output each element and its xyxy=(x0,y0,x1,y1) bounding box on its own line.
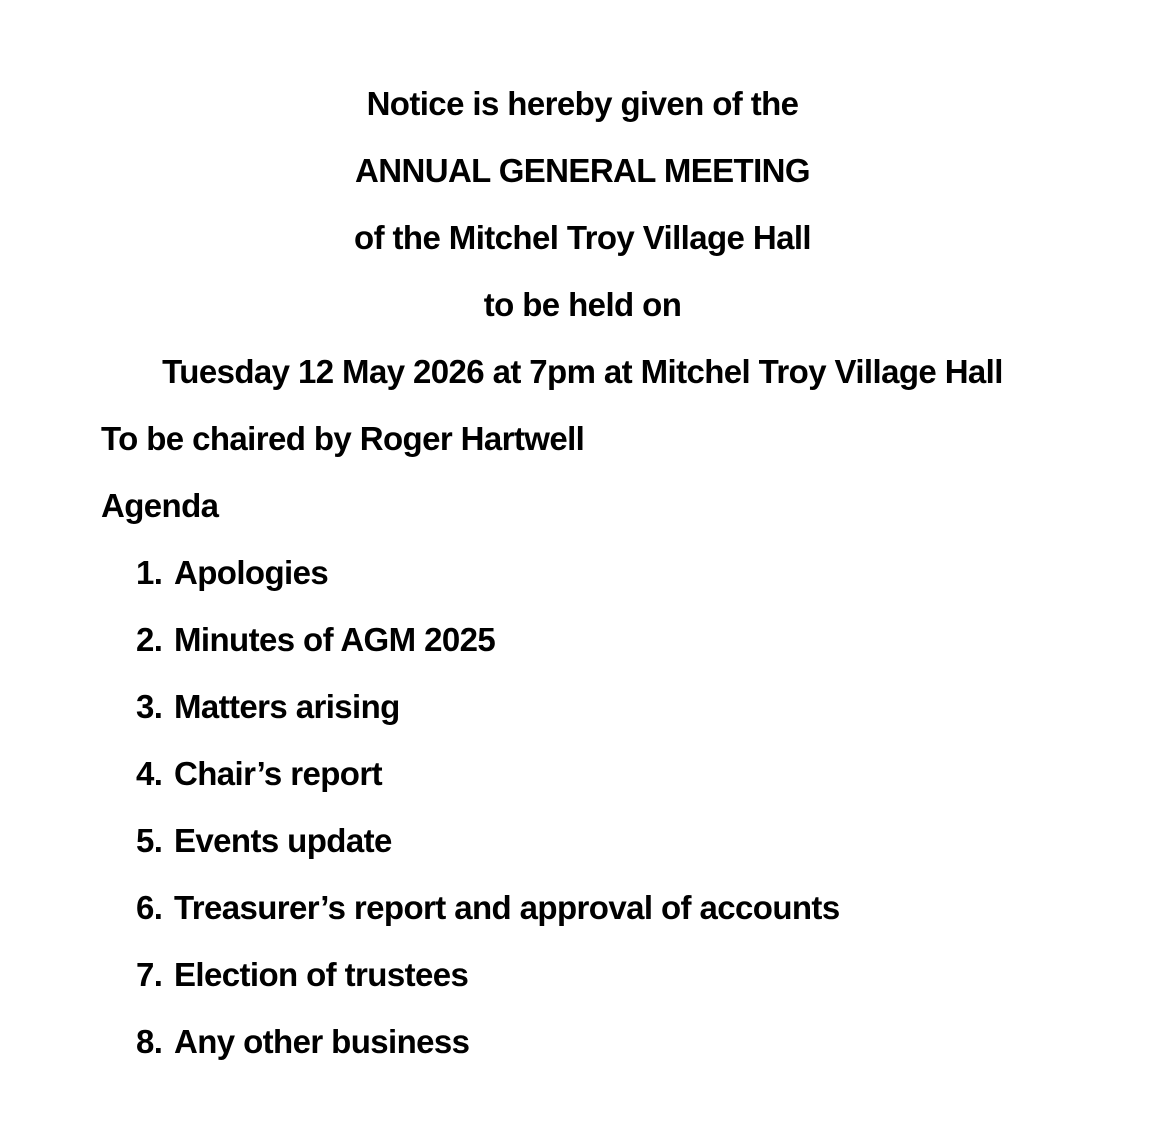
agenda-item-number: 7. xyxy=(136,956,163,993)
agenda-heading: Agenda xyxy=(101,487,219,524)
agenda-item-text: Apologies xyxy=(174,554,329,591)
agenda-item-number: 2. xyxy=(136,621,163,658)
meeting-date-venue: Tuesday 12 May 2026 at 7pm at Mitchel Troy Village Hall xyxy=(162,353,1003,390)
agenda-item-text: Chair’s report xyxy=(174,755,382,792)
meeting-title: ANNUAL GENERAL MEETING xyxy=(355,152,810,189)
organisation-name: of the Mitchel Troy Village Hall xyxy=(354,219,811,256)
agenda-item-text: Matters arising xyxy=(174,688,400,725)
agenda-item-text: Election of trustees xyxy=(174,956,469,993)
agenda-item-number: 8. xyxy=(136,1023,163,1060)
agenda-item-text: Minutes of AGM 2025 xyxy=(174,621,496,658)
agenda-item-text: Any other business xyxy=(174,1023,470,1060)
chair-line: To be chaired by Roger Hartwell xyxy=(101,420,585,457)
agenda-item-number: 6. xyxy=(136,889,163,926)
agenda-item-number: 4. xyxy=(136,755,163,792)
held-on-text: to be held on xyxy=(483,286,682,323)
agenda-item-text: Events update xyxy=(174,822,392,859)
agenda-item-number: 5. xyxy=(136,822,163,859)
agenda-item-number: 3. xyxy=(136,688,163,725)
notice-intro: Notice is hereby given of the xyxy=(366,85,799,122)
agenda-item-text: Treasurer’s report and approval of accounts xyxy=(174,889,840,926)
agenda-item-number: 1. xyxy=(136,554,163,591)
